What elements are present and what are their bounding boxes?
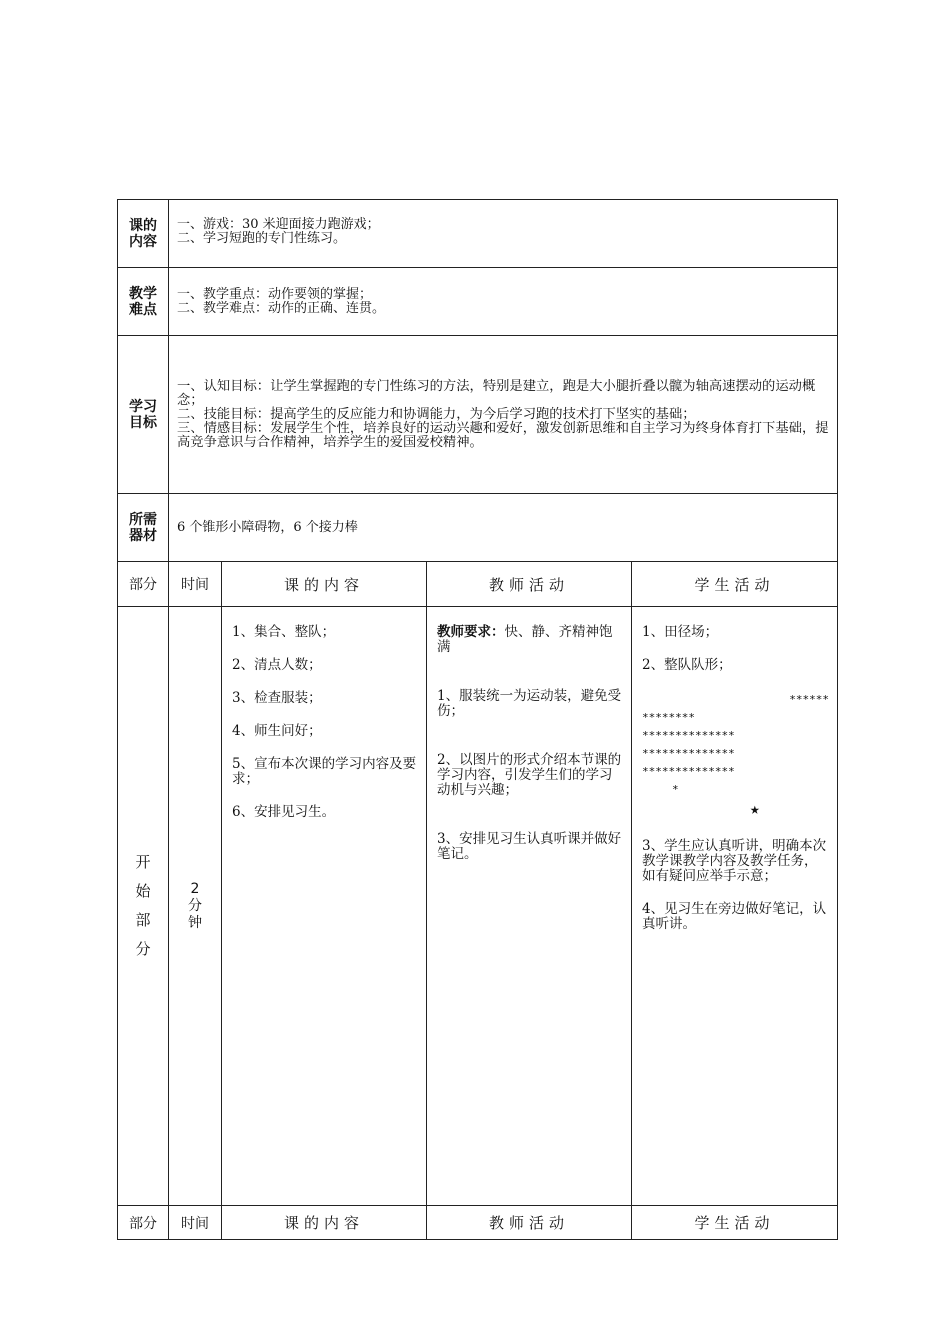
content-item: 4、师生问好；: [232, 723, 322, 739]
teaching-focus-text: [169, 268, 838, 336]
equipment-text: 6 个锥形小障碍物，6 个接力棒: [169, 494, 838, 562]
content-item: 1、集合、整队；: [232, 624, 336, 640]
part-start: 开 始 部 分: [118, 607, 169, 1206]
label-lesson-content: 课的 内容: [118, 200, 169, 268]
teaching-focus-line-2: 二、教学难点：动作的正确、连贯。: [177, 300, 386, 316]
label-teaching-focus: 教学 难点: [118, 268, 169, 336]
content-item: 2、清点人数；: [232, 657, 322, 673]
student-item: 4、见习生在旁边做好笔记，认真听讲。: [642, 901, 827, 932]
teacher-requirement-text: 快、静、齐精神饱满: [437, 624, 613, 655]
lesson-content-line-1: 一、游戏：30 米迎面接力跑游戏；: [177, 217, 380, 232]
start-student-cell: [632, 607, 838, 1206]
content-item: 3、检查服装；: [232, 690, 322, 706]
formation-line: **************: [642, 729, 735, 742]
teacher-item: 3、安排见习生认真听课并做好笔记。: [437, 831, 622, 862]
header-time: 时间: [169, 562, 222, 607]
formation-line: **************: [642, 765, 735, 778]
teacher-requirement-label: 教师要求：: [437, 624, 505, 640]
header-student-activity: 学生活动: [632, 1206, 838, 1240]
lesson-content-line-2: 二、学习短跑的专门性练习。: [177, 231, 347, 246]
lesson-content-text: [169, 200, 838, 268]
formation-line: *: [672, 783, 679, 796]
goal-cognitive: 一、认知目标：让学生掌握跑的专门性练习的方法，特别是建立，跑是大小腿折叠以髋为轴高速摆动的运动概念；: [177, 378, 816, 408]
row-lesson-content: [118, 200, 838, 268]
formation-line: ******: [789, 693, 829, 706]
header-student-activity: 学生活动: [632, 562, 838, 607]
row-teaching-focus: [118, 268, 838, 336]
student-item: 2、整队队形；: [642, 657, 732, 673]
goal-affective: 三、情感目标：发展学生个性，培养良好的运动兴趣和爱好，激发创新思维和自主学习为终身体育打下基础，提高竞争意识与合作精神，培养学生的爱国爱校精神。: [177, 420, 829, 450]
label-equipment: 所需 器材: [118, 494, 169, 562]
start-section-row: [118, 607, 838, 1206]
label-learning-goals: 学习 目标: [118, 336, 169, 494]
teacher-star-icon: ★: [750, 799, 760, 818]
time-duration: 2 分 钟: [169, 607, 222, 1206]
row-equipment: [118, 494, 838, 562]
teacher-requirement: [437, 625, 623, 655]
student-item: 3、学生应认真听讲，明确本次教学课教学内容及教学任务，如有疑问应举手示意；: [642, 838, 827, 884]
teaching-focus-line-1: 一、教学重点：动作要领的掌握；: [177, 286, 373, 302]
section-header-row-bottom: [118, 1206, 838, 1240]
header-part: 部分: [118, 562, 169, 607]
teacher-item: 1、服装统一为运动装，避免受伤；: [437, 688, 622, 719]
teacher-item: 2、以图片的形式介绍本节课的学习内容，引发学生们的学习动机与兴趣；: [437, 752, 622, 798]
formation-line: **************: [642, 747, 735, 760]
goal-skill: 二、技能目标：提高学生的反应能力和协调能力，为今后学习跑的技术打下坚实的基础；: [177, 406, 696, 422]
header-teacher-activity: 教师活动: [427, 1206, 632, 1240]
start-content-cell: [222, 607, 427, 1206]
content-item: 5、宣布本次课的学习内容及要求；: [232, 756, 417, 787]
learning-goals-text: [169, 336, 838, 494]
section-header-row: [118, 562, 838, 607]
header-teacher-activity: 教师活动: [427, 562, 632, 607]
header-content: 课的内容: [222, 1206, 427, 1240]
header-part: 部分: [118, 1206, 169, 1240]
content-item: 6、安排见习生。: [232, 804, 336, 820]
lesson-plan-table: [117, 199, 838, 1240]
header-time: 时间: [169, 1206, 222, 1240]
row-learning-goals: [118, 336, 838, 494]
start-teacher-cell: [427, 607, 632, 1206]
header-content: 课的内容: [222, 562, 427, 607]
formation-diagram: [642, 691, 829, 819]
lesson-plan-page: [117, 199, 837, 1240]
formation-line: ********: [642, 711, 695, 724]
student-item: 1、田径场；: [642, 624, 719, 640]
